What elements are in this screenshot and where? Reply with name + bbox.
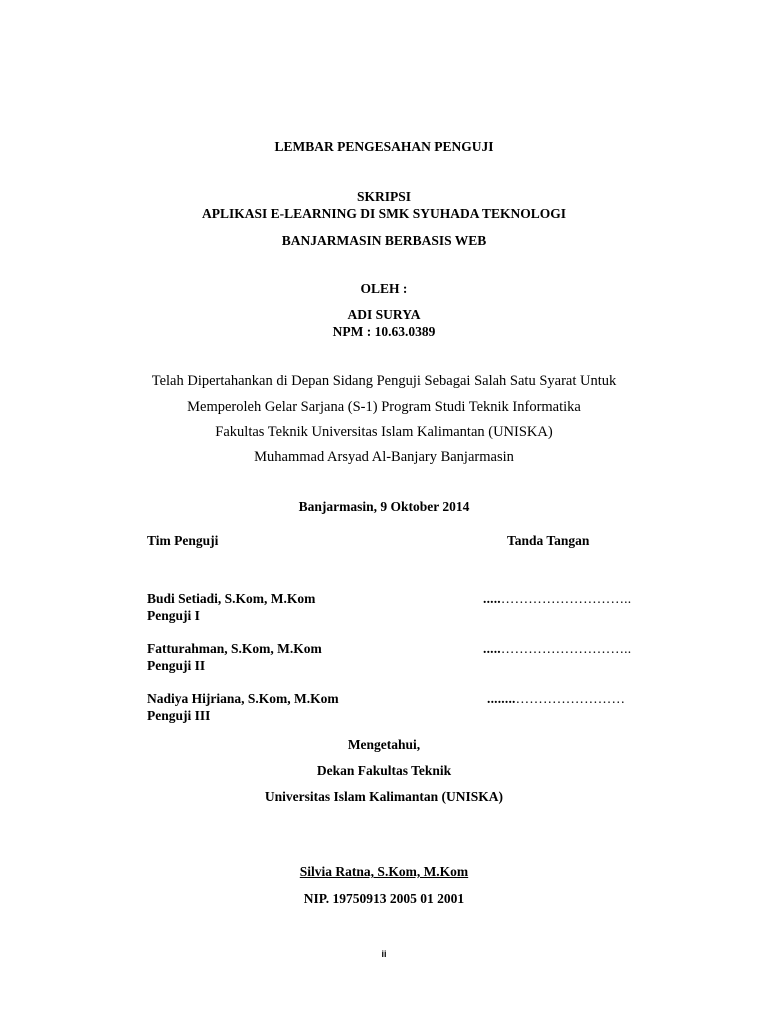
dean-title: Dekan Fakultas Teknik <box>316 763 452 778</box>
signature-lead: ..... <box>483 591 501 606</box>
page-number: ii <box>381 949 387 959</box>
signature-line <box>483 592 631 606</box>
examiner-name: Nadiya Hijriana, S.Kom, M.Kom <box>147 691 339 706</box>
signature-dots: ……………………….. <box>500 591 632 606</box>
examiner-name: Budi Setiadi, S.Kom, M.Kom <box>147 591 316 606</box>
place-date: Banjarmasin, 9 Oktober 2014 <box>298 499 470 514</box>
signature-line <box>487 692 625 706</box>
signature-lead: ..... <box>483 641 501 656</box>
author-npm: NPM : 10.63.0389 <box>332 324 436 339</box>
signature-lead: ........ <box>487 691 516 706</box>
dean-nip: NIP. 19750913 2005 01 2001 <box>303 891 465 906</box>
signature-dots: ……………………….. <box>500 641 632 656</box>
thesis-title-line-1: APLIKASI E-LEARNING DI SMK SYUHADA TEKNOLOGI <box>202 206 566 221</box>
examiners-team-header: Tim Penguji <box>147 533 219 548</box>
examiner-name: Fatturahman, S.Kom, M.Kom <box>147 641 322 656</box>
university-name: Universitas Islam Kalimantan (UNISKA) <box>264 789 504 804</box>
statement-line-1: Telah Dipertahankan di Depan Sidang Penguji Sebagai Salah Satu Syarat Untuk <box>151 373 617 389</box>
examiner-role: Penguji II <box>147 658 206 673</box>
dean-name: Silvia Ratna, S.Kom, M.Kom <box>299 864 469 879</box>
acknowledged-label: Mengetahui, <box>347 737 421 752</box>
examiner-role: Penguji III <box>147 708 211 723</box>
signature-dots: …………………… <box>515 691 626 706</box>
statement-line-4: Muhammad Arsyad Al-Banjary Banjarmasin <box>254 449 514 465</box>
statement-line-2: Memperoleh Gelar Sarjana (S-1) Program Studi Teknik Informatika <box>187 399 581 415</box>
signature-header: Tanda Tangan <box>507 533 590 548</box>
thesis-title-line-2: BANJARMASIN BERBASIS WEB <box>281 233 487 248</box>
by-label: OLEH : <box>360 281 408 296</box>
page-title: LEMBAR PENGESAHAN PENGUJI <box>274 139 494 154</box>
author-name: ADI SURYA <box>347 307 421 322</box>
statement-line-3: Fakultas Teknik Universitas Islam Kalimantan (UNISKA) <box>215 424 553 440</box>
examiner-role: Penguji I <box>147 608 200 623</box>
document-type: SKRIPSI <box>356 189 412 204</box>
signature-line <box>483 642 631 656</box>
